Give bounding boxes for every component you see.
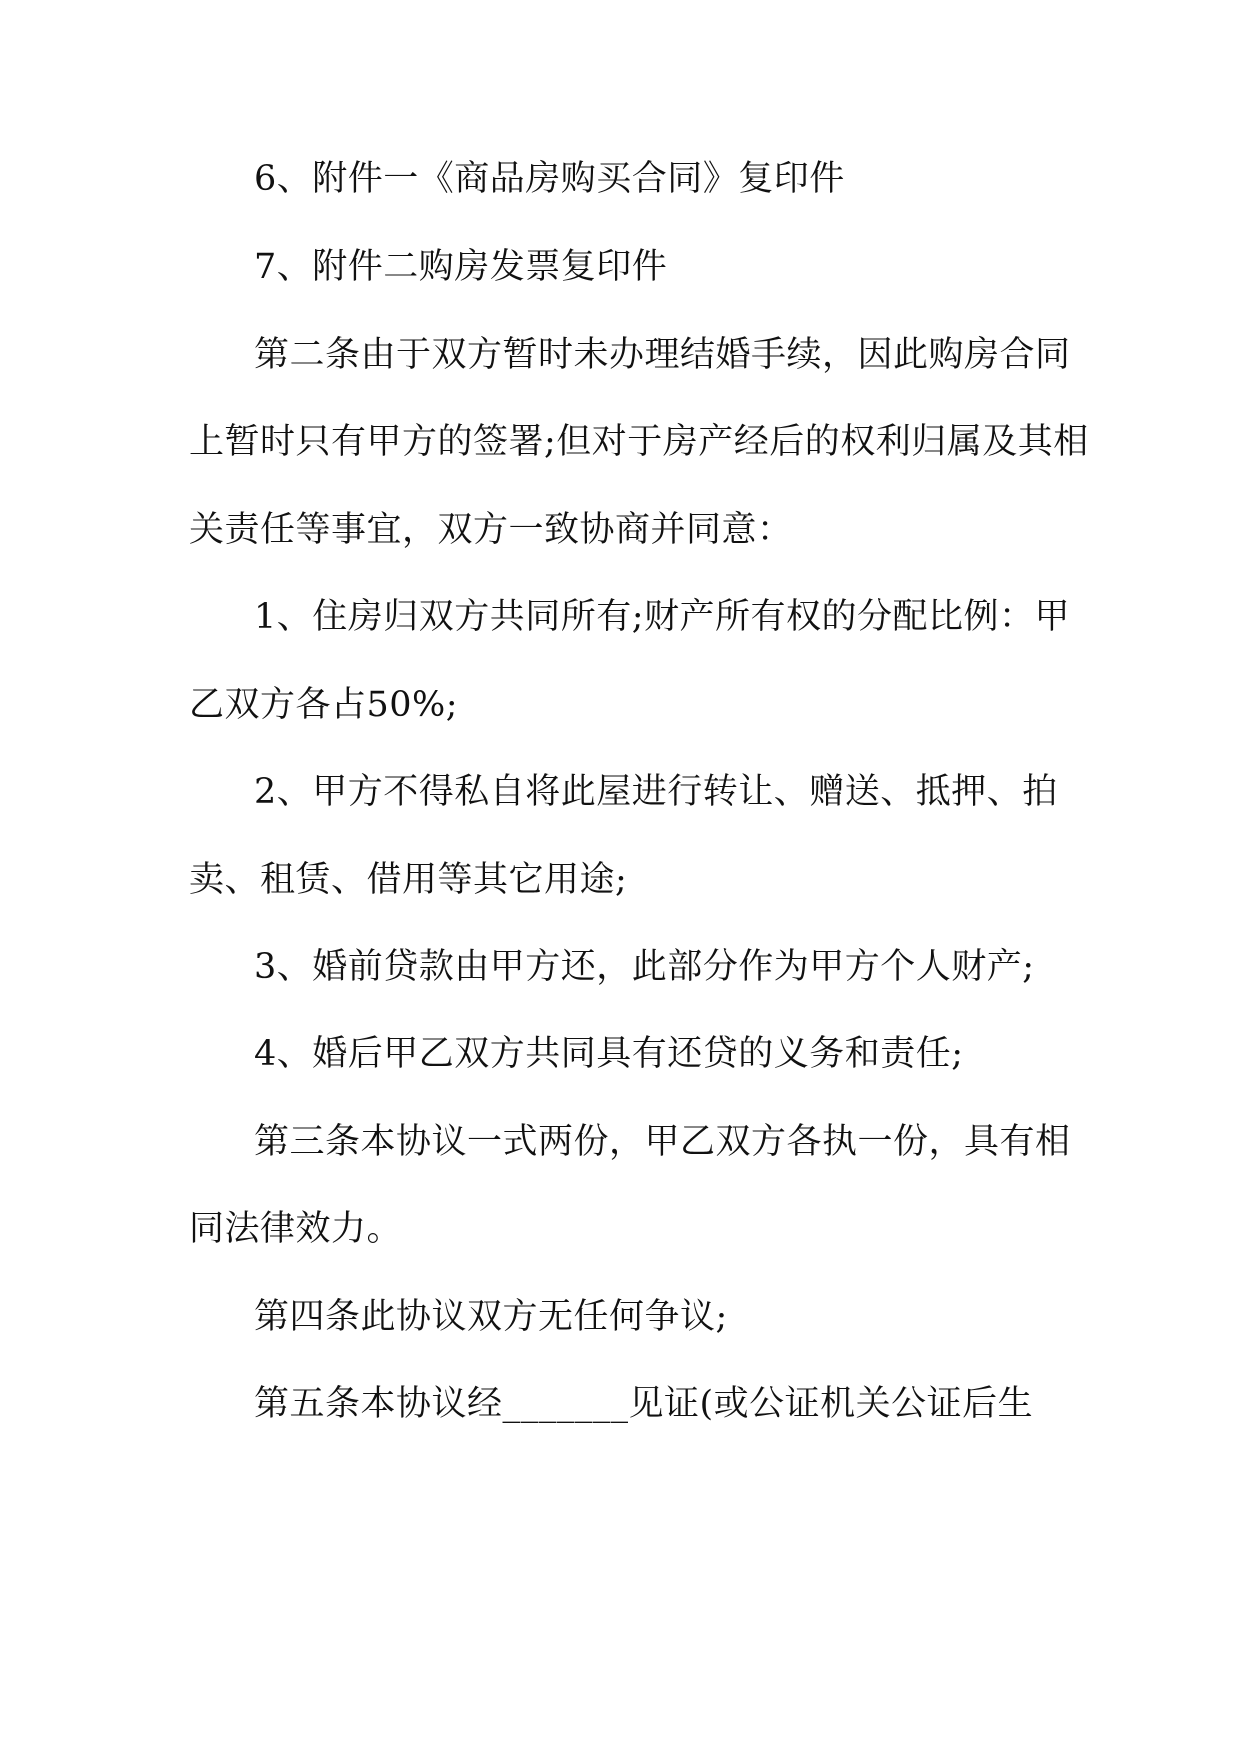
clause-1-line-1: 1、住房归双方共同所有;财产所有权的分配比例：甲 xyxy=(254,597,1071,637)
article-2-line-3: 关责任等事宜，双方一致协商并同意： xyxy=(189,510,793,550)
article-3-line-1: 第三条本协议一式两份，甲乙双方各执一份，具有相 xyxy=(254,1122,1071,1162)
clause-2-line-2: 卖、租赁、借用等其它用途; xyxy=(189,860,628,900)
clause-2-line-1: 2、甲方不得私自将此屋进行转让、赠送、抵押、拍 xyxy=(254,772,1058,812)
clause-3-line: 3、婚前贷款由甲方还，此部分作为甲方个人财产; xyxy=(254,947,1035,987)
article-5-line: 第五条本协议经_______见证(或公证机关公证后生 xyxy=(254,1384,1034,1424)
article-2-line-1: 第二条由于双方暂时未办理结婚手续，因此购房合同 xyxy=(254,335,1071,375)
clause-1-line-2: 乙双方各占50%; xyxy=(189,685,459,725)
article-4-line: 第四条此协议双方无任何争议; xyxy=(254,1297,728,1337)
article-2-line-2: 上暂时只有甲方的签署;但对于房产经后的权利归属及其相 xyxy=(189,422,1089,462)
article-3-line-2: 同法律效力。 xyxy=(189,1209,403,1249)
attachment-2-line: 7、附件二购房发票复印件 xyxy=(254,247,668,287)
clause-4-line: 4、婚后甲乙双方共同具有还贷的义务和责任; xyxy=(254,1034,964,1074)
attachment-1-line: 6、附件一《商品房购买合同》复印件 xyxy=(254,159,845,199)
